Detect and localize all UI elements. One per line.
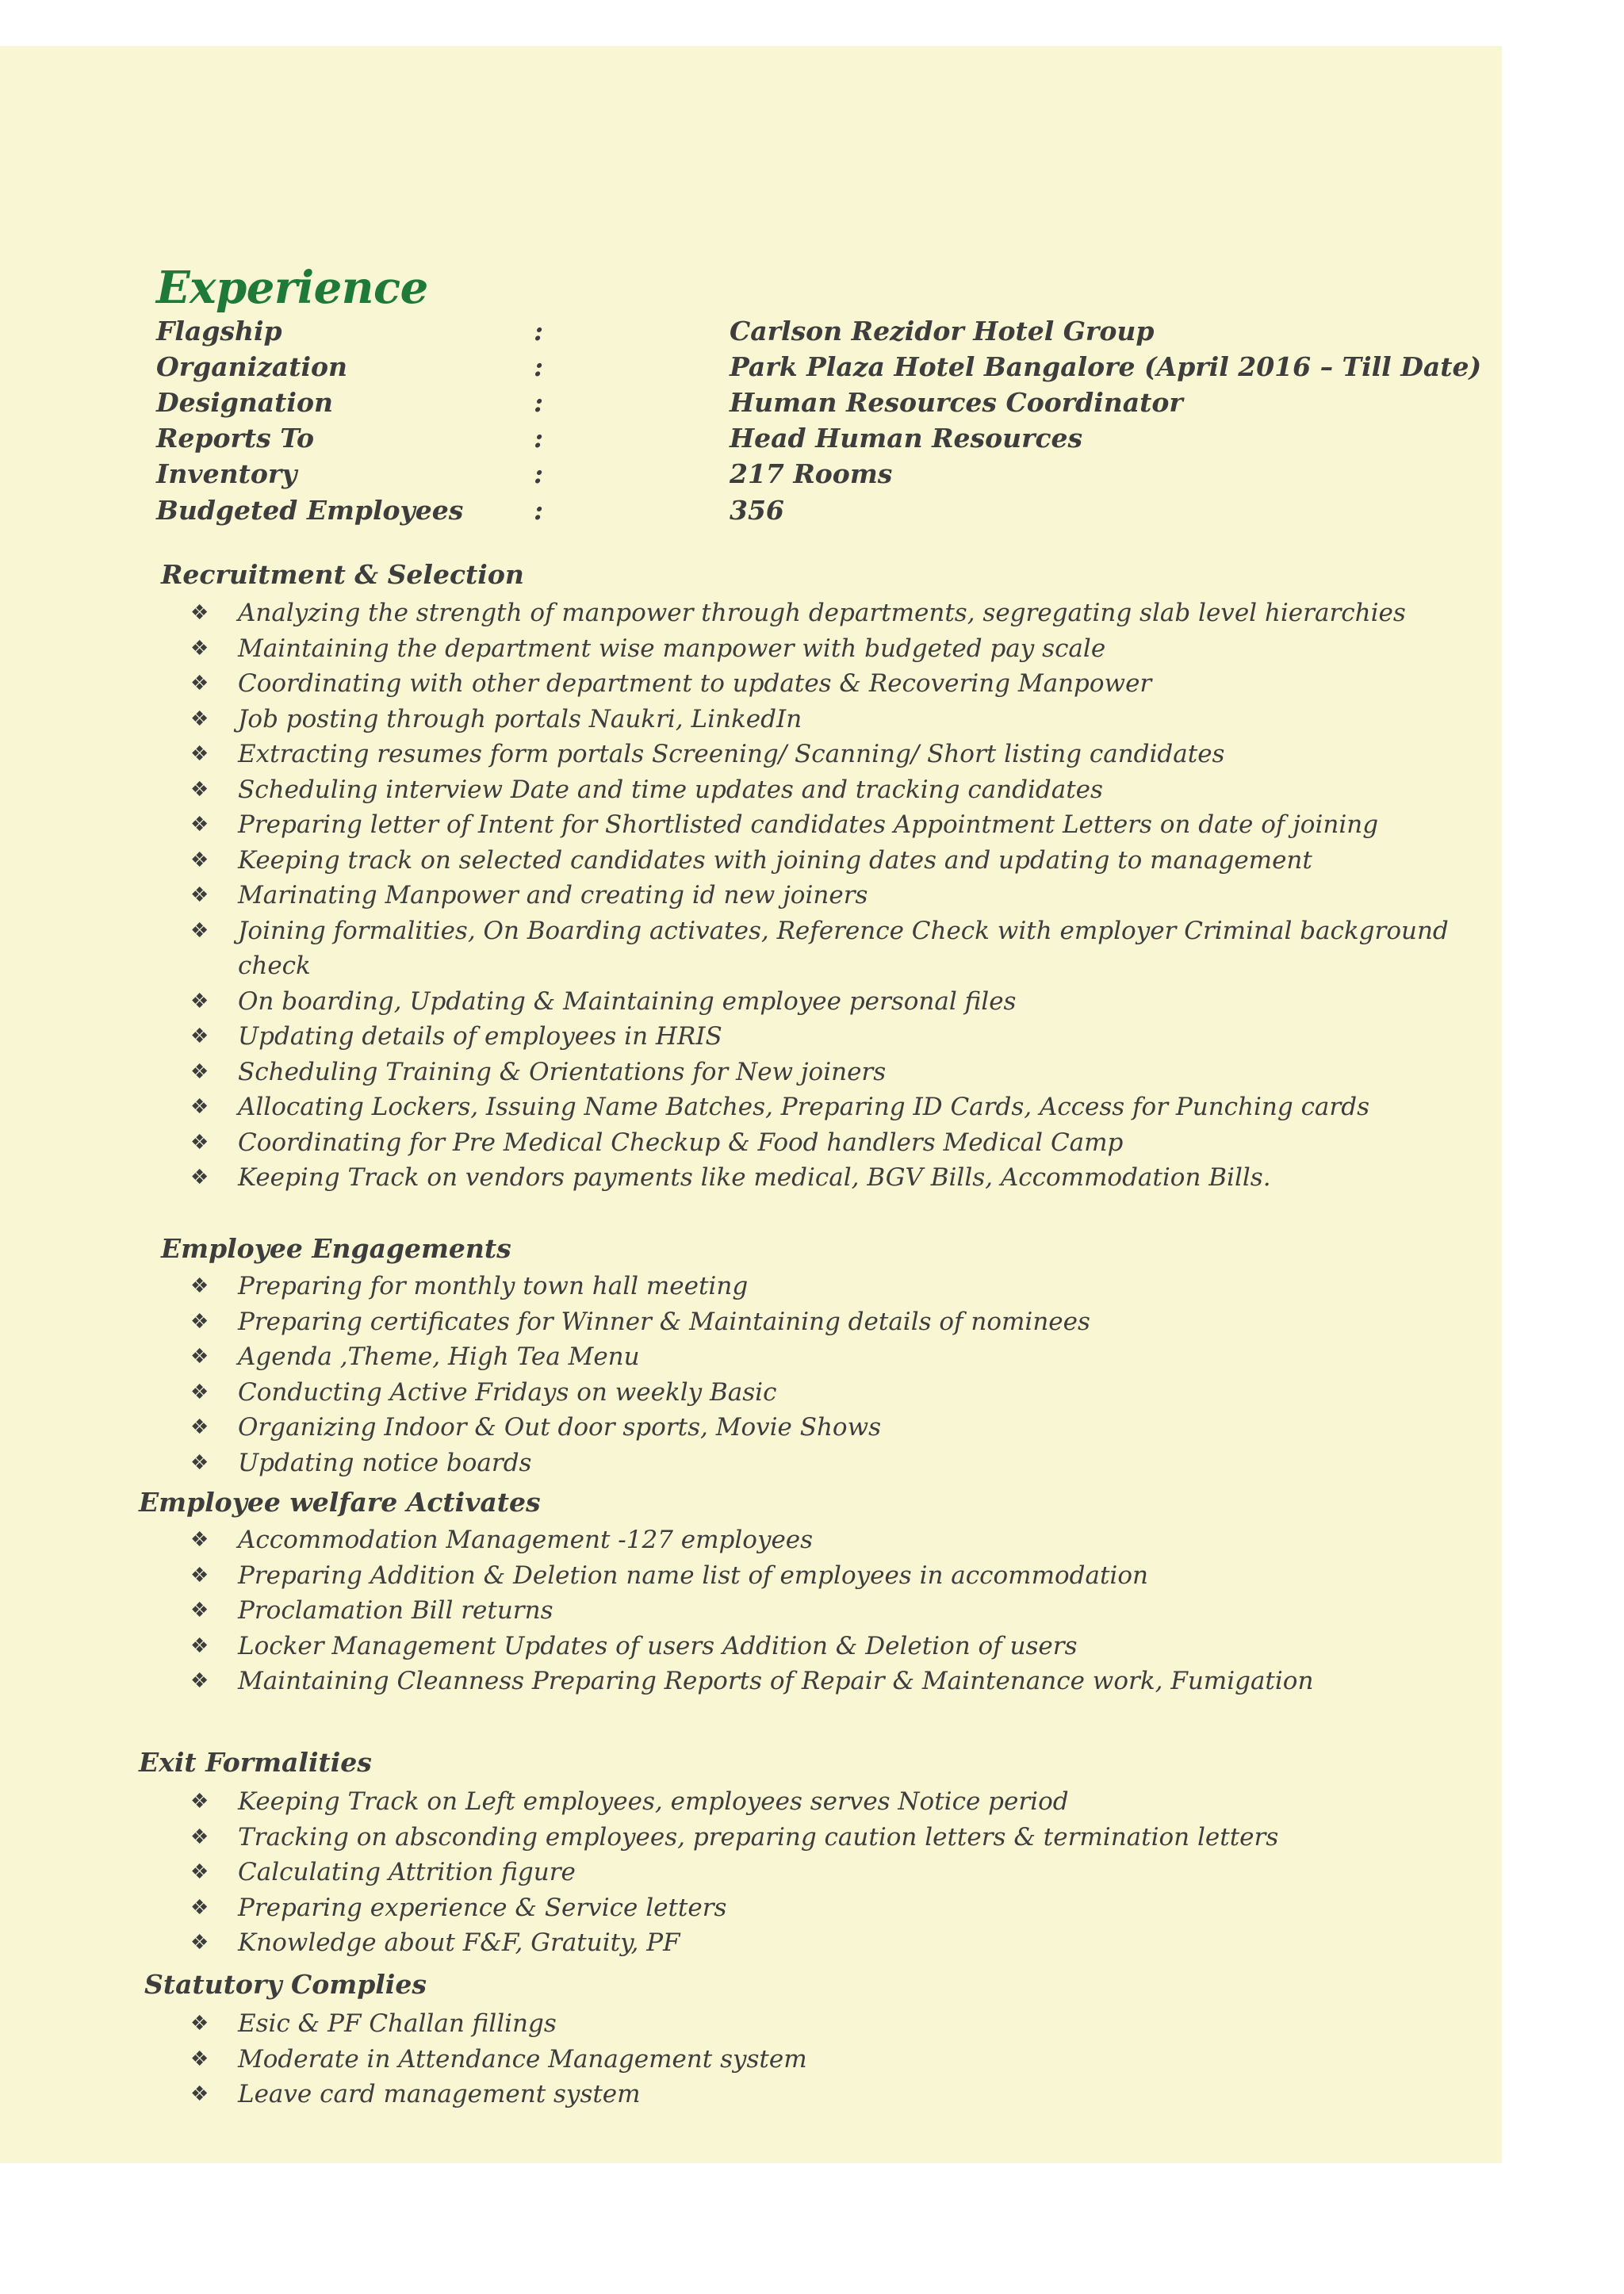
bullet-icon: ❖: [190, 1825, 209, 1849]
list-item: ❖ Extracting resumes form portals Screening/ Scanning/ Short listing candidates: [190, 737, 1475, 772]
list-item: ❖ Locker Management Updates of users Addition & Deletion of users: [190, 1629, 1313, 1664]
kv-key: Flagship: [156, 316, 282, 347]
kv-value: Park Plaza Hotel Bangalore (April 2016 – Till Date): [730, 351, 1482, 382]
bullet-icon: ❖: [190, 1860, 209, 1884]
kv-separator: :: [534, 316, 544, 347]
list-item: ❖ Maintaining Cleanness Preparing Reports of Repair & Maintenance work, Fumigation: [190, 1664, 1313, 1699]
list-item: ❖ Keeping Track on vendors payments like medical, BGV Bills, Accommodation Bills.: [190, 1160, 1475, 1196]
list-item: ❖ Tracking on absconding employees, preparing caution letters & termination letters: [190, 1820, 1278, 1855]
bullet-icon: ❖: [190, 1166, 209, 1189]
list-item: ❖ Preparing letter of Intent for Shortlisted candidates Appointment Letters on date of joining: [190, 807, 1475, 843]
list-item: ❖ Joining formalities, On Boarding activates, Reference Check with employer Criminal background check: [190, 913, 1475, 984]
kv-key: Inventory: [156, 458, 297, 489]
list-item: ❖ Agenda ,Theme, High Tea Menu: [190, 1339, 1090, 1375]
list-item: ❖ Coordinating with other department to updates & Recovering Manpower: [190, 666, 1475, 702]
list-item: ❖ Analyzing the strength of manpower through departments, segregating slab level hierarchies: [190, 596, 1475, 631]
engagements-heading: Employee Engagements: [161, 1233, 511, 1264]
bullet-icon: ❖: [190, 707, 209, 731]
list-item: ❖ Keeping Track on Left employees, employees serves Notice period: [190, 1784, 1278, 1820]
kv-value: 356: [730, 495, 784, 526]
bullet-icon: ❖: [190, 848, 209, 872]
kv-key: Designation: [156, 387, 333, 418]
kv-separator: :: [534, 387, 544, 418]
kv-value: Human Resources Coordinator: [730, 387, 1183, 418]
statutory-list: [190, 2006, 807, 2112]
bullet-icon: ❖: [190, 1345, 209, 1369]
engagements-list: [190, 1269, 1090, 1480]
kv-separator: :: [534, 458, 544, 489]
list-item: ❖ Calculating Attrition figure: [190, 1855, 1278, 1890]
bullet-icon: ❖: [190, 1415, 209, 1439]
bullet-icon: ❖: [190, 2082, 209, 2106]
list-item: ❖ Maintaining the department wise manpower with budgeted pay scale: [190, 631, 1475, 667]
list-item: ❖ Scheduling Training & Orientations for New joiners: [190, 1055, 1475, 1090]
bullet-icon: ❖: [190, 1633, 209, 1658]
statutory-heading: Statutory Complies: [144, 1969, 427, 2000]
bullet-icon: ❖: [190, 1095, 209, 1119]
list-item: ❖ Conducting Active Fridays on weekly Basic: [190, 1375, 1090, 1411]
bullet-icon: ❖: [190, 1274, 209, 1298]
list-item: ❖ Esic & PF Challan fillings: [190, 2006, 807, 2042]
kv-separator: :: [534, 351, 544, 382]
list-item: ❖ Updating details of employees in HRIS: [190, 1019, 1475, 1055]
bullet-icon: ❖: [190, 1599, 209, 1622]
list-item: ❖ Knowledge about F&F, Gratuity, PF: [190, 1925, 1278, 1961]
list-item: ❖ Accommodation Management -127 employees: [190, 1522, 1313, 1558]
kv-value: 217 Rooms: [730, 458, 893, 489]
list-item: ❖ Preparing certificates for Winner & Maintaining details of nominees: [190, 1304, 1090, 1340]
bullet-icon: ❖: [190, 1130, 209, 1155]
bullet-icon: ❖: [190, 918, 209, 943]
list-item: ❖ Updating notice boards: [190, 1446, 1090, 1481]
bullet-icon: ❖: [190, 742, 209, 766]
bullet-icon: ❖: [190, 1895, 209, 1920]
kv-value: Head Human Resources: [730, 423, 1083, 454]
bullet-icon: ❖: [190, 636, 209, 661]
bullet-icon: ❖: [190, 1024, 209, 1048]
bullet-icon: ❖: [190, 1059, 209, 1084]
list-item: ❖ Preparing for monthly town hall meeting: [190, 1269, 1090, 1304]
bullet-icon: ❖: [190, 2012, 209, 2035]
list-item: ❖ On boarding, Updating & Maintaining employee personal files: [190, 984, 1475, 1020]
kv-separator: :: [534, 495, 544, 526]
bullet-icon: ❖: [190, 2047, 209, 2071]
kv-value: Carlson Rezidor Hotel Group: [730, 316, 1155, 347]
exit-heading: Exit Formalities: [139, 1747, 372, 1778]
list-item: ❖ Organizing Indoor & Out door sports, Movie Shows: [190, 1410, 1090, 1446]
list-item: ❖ Preparing experience & Service letters: [190, 1890, 1278, 1926]
bullet-icon: ❖: [190, 1790, 209, 1813]
exit-list: [190, 1784, 1278, 1961]
list-item: ❖ Proclamation Bill returns: [190, 1593, 1313, 1629]
list-item: ❖ Leave card management system: [190, 2077, 807, 2112]
bullet-icon: ❖: [190, 1931, 209, 1955]
bullet-icon: ❖: [190, 989, 209, 1013]
bullet-icon: ❖: [190, 1450, 209, 1475]
bullet-icon: ❖: [190, 1669, 209, 1693]
list-item: ❖ Moderate in Attendance Management system: [190, 2042, 807, 2078]
welfare-heading: Employee welfare Activates: [139, 1487, 541, 1518]
list-item: ❖ Scheduling interview Date and time updates and tracking candidates: [190, 772, 1475, 808]
bullet-icon: ❖: [190, 672, 209, 695]
bullet-icon: ❖: [190, 1563, 209, 1587]
list-item: ❖ Allocating Lockers, Issuing Name Batches, Preparing ID Cards, Access for Punching cards: [190, 1090, 1475, 1125]
list-item: ❖ Preparing Addition & Deletion name list of employees in accommodation: [190, 1558, 1313, 1594]
bullet-icon: ❖: [190, 1528, 209, 1552]
kv-separator: :: [534, 423, 544, 454]
kv-key: Organization: [156, 351, 348, 382]
recruitment-list: [190, 596, 1475, 1196]
list-item: ❖ Marinating Manpower and creating id new joiners: [190, 878, 1475, 913]
kv-key: Reports To: [156, 423, 314, 454]
bullet-icon: ❖: [190, 883, 209, 907]
kv-key: Budgeted Employees: [156, 495, 464, 526]
bullet-icon: ❖: [190, 1380, 209, 1404]
bullet-icon: ❖: [190, 777, 209, 802]
bullet-icon: ❖: [190, 601, 209, 625]
experience-title: Experience: [156, 262, 428, 314]
list-item: ❖ Job posting through portals Naukri, LinkedIn: [190, 702, 1475, 737]
bullet-icon: ❖: [190, 1309, 209, 1334]
recruitment-heading: Recruitment & Selection: [161, 559, 524, 590]
list-item: ❖ Coordinating for Pre Medical Checkup & Food handlers Medical Camp: [190, 1125, 1475, 1161]
bullet-icon: ❖: [190, 813, 209, 837]
list-item: ❖ Keeping track on selected candidates with joining dates and updating to management: [190, 843, 1475, 879]
welfare-list: [190, 1522, 1313, 1699]
